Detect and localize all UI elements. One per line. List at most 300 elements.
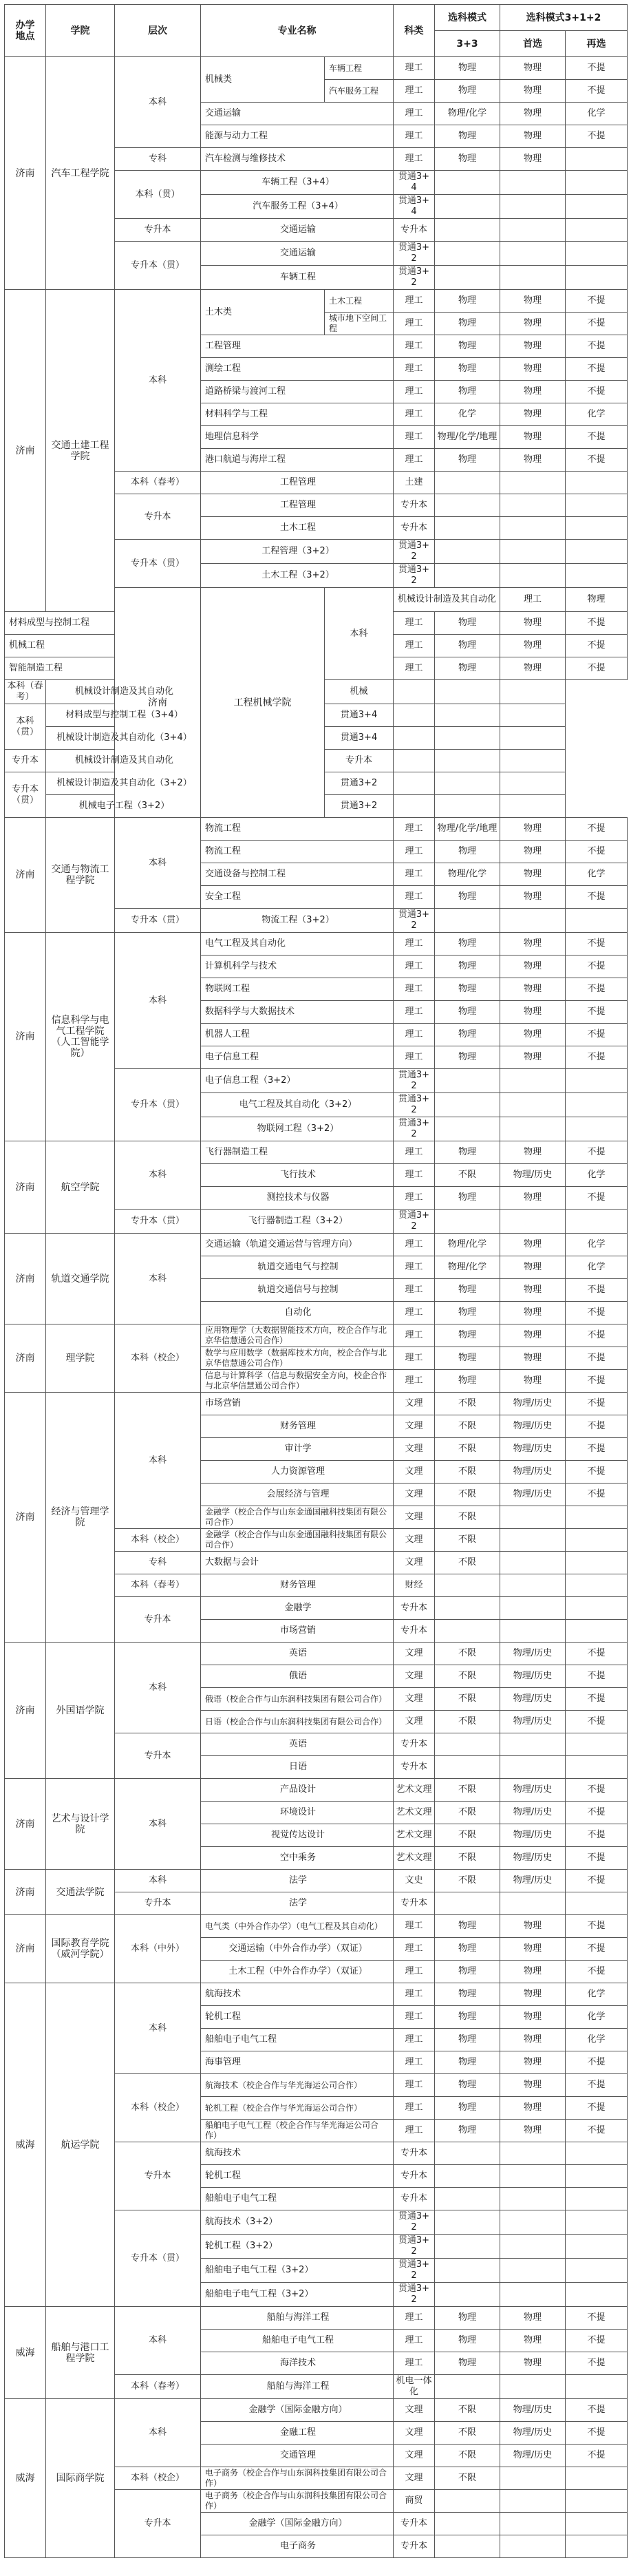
header-category: 科类 [394, 5, 435, 57]
sub-major-cell: 城市地下空间工程 [325, 313, 394, 335]
category-cell: 贯通3+4 [325, 704, 394, 727]
first-choice-cell: 物理 [500, 841, 566, 863]
re-choice-cell: 不提 [566, 933, 628, 956]
level-cell: 本科（校企） [115, 2467, 201, 2490]
table-row [5, 57, 628, 80]
category-cell: 文理 [394, 2422, 435, 2445]
first-choice-cell: 物理/历史 [500, 2445, 566, 2467]
major-cell: 航海技术（3+2） [201, 2210, 394, 2235]
major-cell: 船舶电子电气工程（校企合作与华光海运公司合作） [201, 2120, 394, 2142]
college-cell: 信息科学与电气工程学院（人工智能学院） [46, 933, 115, 1141]
category-cell: 专升本 [394, 2188, 435, 2210]
table-row [5, 1234, 628, 1256]
major-cell: 轮机工程（3+2） [201, 2235, 394, 2259]
first-choice-cell [500, 1597, 566, 1620]
first-choice-cell: 物理 [500, 818, 566, 841]
category-cell: 贯通3+2 [325, 795, 394, 818]
mode-33-cell: 不限 [435, 1484, 500, 1506]
re-choice-cell [566, 1529, 628, 1552]
mode-33-cell: 物理/化学 [435, 863, 500, 886]
category-cell: 理工 [394, 1961, 435, 1983]
category-cell: 理工 [394, 657, 435, 680]
major-cell: 信息与计算科学（信息与数据安全方向，校企合作与北京华信慧通公司合作） [201, 1370, 394, 1393]
first-choice-cell: 物理 [500, 2029, 566, 2051]
header-mode-312: 选科模式3+1+2 [500, 5, 628, 31]
re-choice-cell: 化学 [566, 2029, 628, 2051]
re-choice-cell: 不提 [566, 612, 628, 635]
mode-33-cell: 物理 [435, 1141, 500, 1164]
level-cell: 本科（春考） [5, 680, 46, 704]
category-cell: 理工 [394, 2074, 435, 2097]
location-cell: 济南 [5, 1779, 46, 1870]
major-cell: 计算机科学与技术 [201, 956, 394, 978]
re-choice-cell [566, 1892, 628, 1915]
level-cell: 专升本 [115, 2490, 201, 2558]
level-cell: 本科 [325, 588, 394, 680]
level-cell: 本科 [115, 1141, 201, 1210]
first-choice-cell: 物理 [500, 335, 566, 358]
re-choice-cell: 不提 [566, 1870, 628, 1892]
first-choice-cell: 物理 [500, 2097, 566, 2120]
major-cell: 金融学（校企合作与山东金通国融科技集团有限公司合作） [201, 1506, 394, 1529]
first-choice-cell: 物理 [500, 886, 566, 909]
re-choice-cell [566, 2375, 628, 2399]
major-cell: 飞行器制造工程（3+2） [201, 1210, 394, 1234]
re-choice-cell: 化学 [566, 103, 628, 125]
category-cell: 理工 [394, 103, 435, 125]
first-choice-cell [435, 727, 500, 750]
first-choice-cell: 物理/历史 [500, 1711, 566, 1733]
re-choice-cell [500, 750, 566, 772]
first-choice-cell: 物理 [500, 103, 566, 125]
category-cell: 理工 [394, 1347, 435, 1370]
major-cell: 视觉传达设计 [201, 1824, 394, 1847]
re-choice-cell: 不提 [566, 1938, 628, 1961]
first-choice-cell: 物理 [500, 358, 566, 381]
college-cell: 船舶与港口工程学院 [46, 2307, 115, 2399]
location-cell: 济南 [5, 1915, 46, 1983]
category-cell: 理工 [394, 1024, 435, 1046]
major-cell: 市场营销 [201, 1620, 394, 1643]
re-choice-cell: 不提 [566, 426, 628, 449]
re-choice-cell: 不提 [566, 2422, 628, 2445]
category-cell: 理工 [394, 2051, 435, 2074]
mode-33-cell: 不限 [435, 1164, 500, 1187]
first-choice-cell [500, 1093, 566, 1117]
re-choice-cell: 不提 [566, 2399, 628, 2422]
category-cell: 艺术文理 [394, 1779, 435, 1802]
category-cell: 贯通3+2 [394, 564, 435, 588]
mode-33-cell: 物理 [435, 841, 500, 863]
mode-33-cell: 不限 [435, 1643, 500, 1665]
re-choice-cell: 不提 [566, 1688, 628, 1711]
first-choice-cell: 物理 [500, 1938, 566, 1961]
major-cell: 电子商务 [201, 2535, 394, 2558]
mode-33-cell: 物理/化学/地理 [435, 818, 500, 841]
re-choice-cell: 不提 [566, 1665, 628, 1688]
re-choice-cell [566, 1117, 628, 1141]
re-choice-cell [566, 2188, 628, 2210]
college-cell: 国际教育学院（威河学院） [46, 1915, 115, 1983]
mode-33-cell [394, 795, 435, 818]
major-cell: 轮机工程 [201, 2165, 394, 2188]
mode-33-cell: 物理 [435, 2051, 500, 2074]
re-choice-cell: 不提 [566, 956, 628, 978]
mode-33-cell [435, 909, 500, 933]
college-cell: 艺术与设计学院 [46, 1779, 115, 1870]
mode-33-cell: 物理/化学 [435, 1234, 500, 1256]
mode-33-cell [435, 494, 500, 517]
category-cell: 理工 [394, 956, 435, 978]
category-cell: 理工 [394, 125, 435, 148]
category-cell: 贯通3+2 [394, 2283, 435, 2307]
first-choice-cell [500, 2513, 566, 2535]
mode-33-cell: 不限 [435, 1529, 500, 1552]
mode-33-cell [435, 242, 500, 266]
category-cell: 理工 [394, 335, 435, 358]
mode-33-cell [435, 540, 500, 564]
mode-33-cell: 物理 [435, 449, 500, 472]
re-choice-cell [566, 2142, 628, 2165]
mode-33-cell: 物理 [435, 358, 500, 381]
category-cell: 文理 [394, 1415, 435, 1438]
first-choice-cell [500, 564, 566, 588]
major-cell: 交通设备与控制工程 [201, 863, 394, 886]
mode-33-cell: 物理 [435, 2074, 500, 2097]
first-choice-cell [500, 1574, 566, 1597]
mode-33-cell [435, 564, 500, 588]
category-cell: 理工 [394, 1141, 435, 1164]
re-choice-cell: 不提 [566, 1461, 628, 1484]
mode-33-cell: 物理 [435, 657, 500, 680]
first-choice-cell: 物理 [500, 612, 566, 635]
mode-33-cell [435, 2490, 500, 2513]
mode-33-cell: 不限 [435, 2445, 500, 2467]
major-cell: 产品设计 [201, 1779, 394, 1802]
mode-33-cell [435, 2535, 500, 2558]
first-choice-cell: 物理 [500, 956, 566, 978]
major-cell: 机械设计制造及其自动化（3+2） [46, 772, 201, 795]
category-cell: 理工 [394, 1915, 435, 1938]
major-cell: 数学与应用数学（数据库技术方向，校企合作与北京华信慧通公司合作） [201, 1347, 394, 1370]
mode-33-cell: 物理 [435, 978, 500, 1001]
first-choice-cell [435, 704, 500, 727]
category-cell: 理工 [394, 933, 435, 956]
category-cell: 理工 [394, 1046, 435, 1069]
college-cell: 工程机械学院 [201, 588, 325, 818]
level-cell: 专升本（贯） [5, 772, 46, 818]
level-cell: 专升本（贯） [115, 909, 201, 933]
major-cell: 测绘工程 [201, 358, 394, 381]
level-cell: 本科 [115, 2399, 201, 2467]
mode-33-cell [435, 1210, 500, 1234]
mode-33-cell [435, 171, 500, 195]
category-cell: 商贸 [394, 2490, 435, 2513]
major-cell: 机械设计制造及其自动化 [46, 680, 201, 704]
first-choice-cell: 物理 [500, 933, 566, 956]
location-cell: 威海 [5, 2307, 46, 2399]
re-choice-cell: 不提 [566, 1415, 628, 1438]
first-choice-cell [500, 1620, 566, 1643]
re-choice-cell: 不提 [566, 1802, 628, 1824]
major-cell: 机械设计制造及其自动化 [394, 588, 500, 612]
major-cell: 人力资源管理 [201, 1461, 394, 1484]
mode-33-cell [435, 219, 500, 242]
first-choice-cell: 物理 [500, 2330, 566, 2352]
major-cell: 电子商务（校企合作与山东润科技集团有限公司合作） [201, 2467, 394, 2490]
category-cell: 文理 [394, 2399, 435, 2422]
re-choice-cell [500, 772, 566, 795]
major-cell: 材料科学与工程 [201, 403, 394, 426]
re-choice-cell: 不提 [566, 57, 628, 80]
re-choice-cell: 化学 [566, 1234, 628, 1256]
first-choice-cell: 物理 [500, 2352, 566, 2375]
category-cell: 机械 [325, 680, 394, 704]
re-choice-cell [566, 2283, 628, 2307]
re-choice-cell: 化学 [566, 1256, 628, 1279]
category-cell: 财经 [394, 1574, 435, 1597]
re-choice-cell: 不提 [566, 1046, 628, 1069]
re-choice-cell: 不提 [566, 886, 628, 909]
mode-33-cell: 不限 [435, 2467, 500, 2490]
category-cell: 理工 [394, 635, 435, 657]
category-cell: 专升本 [394, 1756, 435, 1779]
mode-33-cell [435, 1620, 500, 1643]
major-cell: 土木工程（中外合作办学）（双证） [201, 1961, 394, 1983]
mode-33-cell: 物理 [435, 1961, 500, 1983]
first-choice-cell: 物理 [500, 635, 566, 657]
category-cell: 专升本 [394, 1620, 435, 1643]
table-row [5, 933, 628, 956]
re-choice-cell: 化学 [566, 863, 628, 886]
table-row [5, 1870, 628, 1892]
mode-33-cell: 物理 [435, 80, 500, 103]
first-choice-cell: 物理 [500, 1347, 566, 1370]
first-choice-cell [500, 195, 566, 219]
table-row [5, 1779, 628, 1802]
mode-33-cell: 不限 [435, 1665, 500, 1688]
mode-33-cell: 不限 [435, 1824, 500, 1847]
re-choice-cell: 不提 [566, 381, 628, 403]
location-cell: 威海 [5, 2399, 46, 2558]
table-row [5, 1643, 628, 1665]
level-cell: 本科 [115, 818, 201, 909]
first-choice-cell [500, 171, 566, 195]
category-cell: 理工 [394, 2120, 435, 2142]
major-cell: 财务管理 [201, 1415, 394, 1438]
category-cell: 机电一体化 [394, 2375, 435, 2399]
category-cell: 专升本 [394, 2513, 435, 2535]
re-choice-cell: 不提 [566, 313, 628, 335]
re-choice-cell [566, 195, 628, 219]
mode-33-cell [435, 2210, 500, 2235]
re-choice-cell [500, 795, 566, 818]
category-cell: 文理 [394, 1643, 435, 1665]
re-choice-cell: 化学 [566, 1164, 628, 1187]
mode-33-cell: 物理 [435, 612, 500, 635]
first-choice-cell [500, 517, 566, 540]
header-sub-re: 再选 [566, 31, 628, 57]
category-cell: 理工 [394, 2006, 435, 2029]
category-cell: 专升本 [394, 219, 435, 242]
major-cell: 日语 [201, 1756, 394, 1779]
level-cell: 本科（春考） [115, 472, 201, 494]
mode-33-cell: 物理 [435, 2352, 500, 2375]
level-cell: 专升本 [115, 1597, 201, 1643]
major-cell: 俄语 [201, 1665, 394, 1688]
re-choice-cell [566, 494, 628, 517]
re-choice-cell [566, 266, 628, 290]
first-choice-cell [500, 2142, 566, 2165]
mode-33-cell: 不限 [435, 1847, 500, 1870]
mode-33-cell: 不限 [435, 1688, 500, 1711]
first-choice-cell [500, 1529, 566, 1552]
mode-33-cell: 物理 [435, 57, 500, 80]
first-choice-cell: 物理/历史 [500, 1415, 566, 1438]
re-choice-cell [566, 1574, 628, 1597]
table-row [5, 1141, 628, 1164]
category-cell: 贯通3+2 [394, 242, 435, 266]
category-cell: 文理 [394, 1552, 435, 1574]
first-choice-cell: 物理 [500, 657, 566, 680]
mode-33-cell [435, 2283, 500, 2307]
re-choice-cell [566, 2513, 628, 2535]
category-cell: 专升本 [394, 494, 435, 517]
re-choice-cell: 不提 [566, 1324, 628, 1347]
table-row [5, 818, 628, 841]
first-choice-cell: 物理 [500, 148, 566, 171]
header-sub-first: 首选 [500, 31, 566, 57]
mode-33-cell: 物理 [435, 2029, 500, 2051]
level-cell: 专升本（贯） [115, 2210, 201, 2307]
mode-33-cell [394, 750, 435, 772]
mode-33-cell [435, 472, 500, 494]
mode-33-cell [435, 1069, 500, 1093]
re-choice-cell [566, 2490, 628, 2513]
re-choice-cell [500, 727, 566, 750]
first-choice-cell: 物理 [500, 449, 566, 472]
re-choice-cell: 不提 [566, 2307, 628, 2330]
category-cell: 文理 [394, 1665, 435, 1688]
mode-33-cell: 物理 [435, 2330, 500, 2352]
location-cell: 济南 [5, 1141, 46, 1234]
mode-33-cell: 物理 [435, 2120, 500, 2142]
mode-33-cell: 物理 [435, 1024, 500, 1046]
category-cell: 文理 [394, 1461, 435, 1484]
table-row [5, 1915, 628, 1938]
re-choice-cell [566, 540, 628, 564]
category-cell: 理工 [500, 588, 566, 612]
re-choice-cell [566, 2259, 628, 2283]
mode-33-cell: 不限 [435, 2399, 500, 2422]
re-choice-cell: 不提 [566, 1302, 628, 1324]
re-choice-cell: 不提 [566, 635, 628, 657]
mode-33-cell [435, 2513, 500, 2535]
mode-33-cell [435, 1733, 500, 1756]
first-choice-cell: 物理 [500, 1983, 566, 2006]
category-cell: 专升本 [394, 1733, 435, 1756]
re-choice-cell [566, 909, 628, 933]
category-cell: 理工 [394, 886, 435, 909]
first-choice-cell: 物理 [500, 381, 566, 403]
first-choice-cell: 物理/历史 [500, 1688, 566, 1711]
category-cell: 理工 [394, 80, 435, 103]
re-choice-cell: 不提 [566, 1438, 628, 1461]
category-cell: 理工 [394, 1370, 435, 1393]
major-cell: 交通运输 [201, 242, 394, 266]
major-cell: 航海技术 [201, 2142, 394, 2165]
major-cell: 港口航道与海岸工程 [201, 449, 394, 472]
mode-33-cell: 物理 [435, 1983, 500, 2006]
first-choice-cell [500, 2467, 566, 2490]
mode-33-cell: 物理 [435, 1915, 500, 1938]
category-cell: 理工 [394, 978, 435, 1001]
category-cell: 专升本 [394, 2165, 435, 2188]
college-cell: 航运学院 [46, 1983, 115, 2307]
first-choice-cell [500, 219, 566, 242]
first-choice-cell: 物理 [500, 2074, 566, 2097]
category-cell: 文理 [394, 1506, 435, 1529]
mode-33-cell [435, 1597, 500, 1620]
major-cell: 英语 [201, 1733, 394, 1756]
first-choice-cell: 物理 [500, 1302, 566, 1324]
table-row [5, 2307, 628, 2330]
college-cell: 轨道交通学院 [46, 1234, 115, 1324]
level-cell: 本科（中外） [115, 1915, 201, 1983]
level-cell: 专升本 [115, 2142, 201, 2210]
mode-33-cell: 物理 [435, 1347, 500, 1370]
level-cell: 专升本 [5, 750, 46, 772]
mode-33-cell [435, 1117, 500, 1141]
first-choice-cell [500, 1506, 566, 1529]
level-cell: 专升本（贯） [115, 540, 201, 588]
re-choice-cell: 不提 [566, 1141, 628, 1164]
re-choice-cell [566, 517, 628, 540]
category-cell: 理工 [394, 612, 435, 635]
level-cell: 本科 [115, 1643, 201, 1733]
re-choice-cell: 不提 [566, 80, 628, 103]
mode-33-cell: 物理 [566, 588, 628, 612]
level-cell: 本科（贯） [5, 704, 46, 750]
first-choice-cell [500, 494, 566, 517]
major-cell: 工程管理（3+2） [201, 540, 394, 564]
mode-33-cell: 不限 [435, 1438, 500, 1461]
major-cell: 金融学（校企合作与山东金通国融科技集团有限公司合作） [201, 1529, 394, 1552]
mode-33-cell: 物理 [435, 1324, 500, 1347]
category-cell: 专升本 [394, 1892, 435, 1915]
re-choice-cell: 不提 [566, 1779, 628, 1802]
re-choice-cell: 化学 [566, 1983, 628, 2006]
table-row [5, 1324, 628, 1347]
category-cell: 理工 [394, 449, 435, 472]
major-cell: 金融学 [201, 1597, 394, 1620]
major-cell: 土木工程 [201, 517, 394, 540]
re-choice-cell [566, 171, 628, 195]
header-location: 办学 地点 [5, 5, 46, 57]
college-cell: 经济与管理学院 [46, 1393, 115, 1643]
re-choice-cell [566, 2165, 628, 2188]
major-cell: 空中乘务 [201, 1847, 394, 1870]
mode-33-cell [435, 2375, 500, 2399]
mode-33-cell: 物理 [435, 1938, 500, 1961]
header-college: 学院 [46, 5, 115, 57]
category-cell: 文理 [394, 1711, 435, 1733]
major-cell: 市场营销 [201, 1393, 394, 1415]
category-cell: 贯通3+2 [394, 266, 435, 290]
college-cell: 交通法学院 [46, 1870, 115, 1915]
major-cell: 金融学（国际金融方向） [201, 2399, 394, 2422]
first-choice-cell: 物理/历史 [500, 1870, 566, 1892]
